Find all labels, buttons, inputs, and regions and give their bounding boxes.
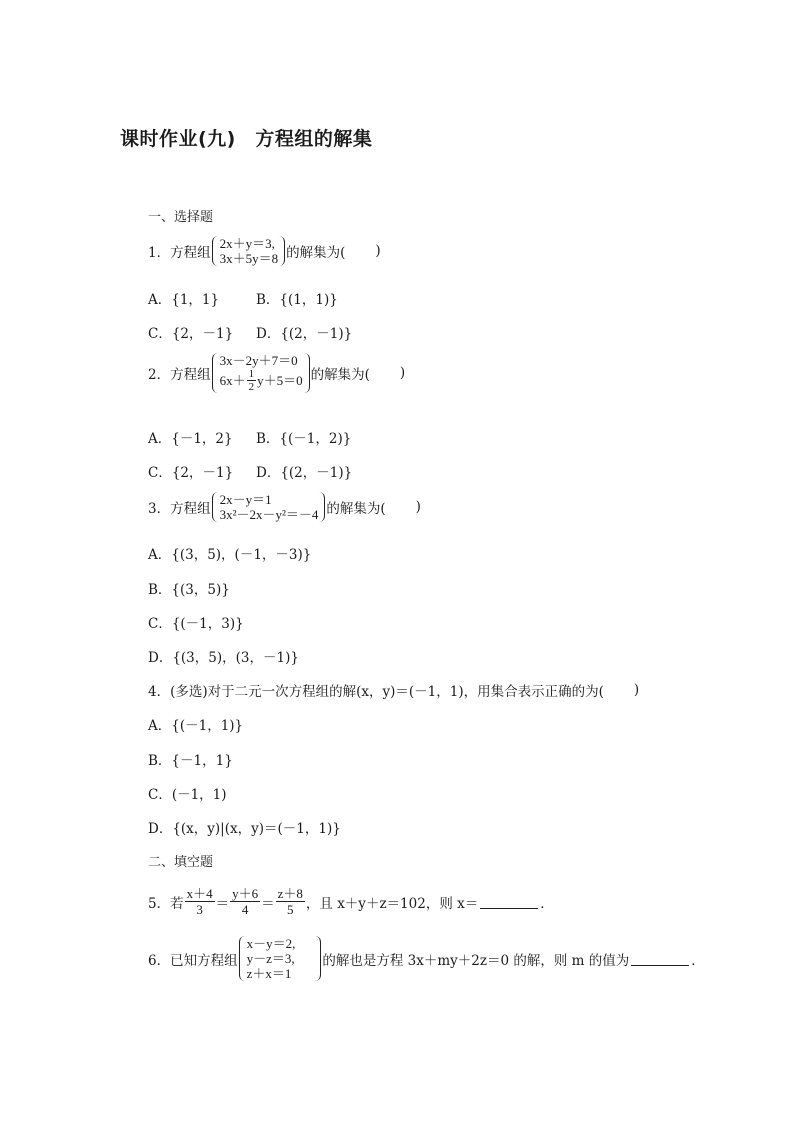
period: ． <box>540 895 554 912</box>
left-brace <box>239 936 246 981</box>
equation: 2x－y＝1 <box>219 492 272 507</box>
denominator: 2 <box>248 381 255 393</box>
numerator: y＋6 <box>232 886 259 901</box>
option-a[interactable]: A．{1，1} <box>148 292 220 308</box>
answer-paren-close: ) <box>399 365 406 381</box>
option-d[interactable]: D．{(2，－1)} <box>256 326 353 342</box>
numerator: z＋8 <box>277 886 303 901</box>
option-b[interactable]: B．{(－1，2)} <box>256 431 352 447</box>
option-b[interactable]: B．{－1，1} <box>148 753 233 769</box>
question-5 <box>148 886 554 917</box>
question-text: 6．已知方程组 <box>148 952 238 969</box>
left-brace <box>212 353 219 393</box>
equation: z＋x＝1 <box>246 966 292 981</box>
option-b[interactable]: B．{(1，1)} <box>256 292 338 308</box>
right-bracket <box>319 492 325 522</box>
option-c[interactable]: C．{(－1，3)} <box>148 616 244 632</box>
question-text: 的解也是方程 3x＋my＋2z＝0 的解，则 m 的值为 <box>322 952 630 969</box>
question-2 <box>148 353 405 393</box>
equation <box>220 368 303 393</box>
answer-paren-close: ) <box>375 243 381 259</box>
options-row <box>148 288 338 308</box>
question-6 <box>148 936 705 981</box>
question-text: 方程组 <box>170 501 211 517</box>
equation: 2x＋y＝3, <box>219 236 275 251</box>
equation-system <box>239 936 322 981</box>
option-a[interactable]: A．{(3，5)，(－1，－3)} <box>148 547 312 563</box>
option-c[interactable]: C．{2，－1} <box>148 465 234 481</box>
section-heading-choice: 一、选择题 <box>148 210 214 225</box>
numerator: x＋4 <box>186 886 213 901</box>
question-1 <box>148 236 381 266</box>
right-bracket <box>304 353 310 393</box>
denominator: 4 <box>241 902 249 917</box>
equation: 3x－2y＋7＝0 <box>219 353 298 368</box>
equation: 3x＋5y＝8 <box>219 251 279 266</box>
options-row <box>148 427 351 447</box>
option-d[interactable]: D．{(2，－1)} <box>256 465 353 481</box>
question-4 <box>148 680 639 700</box>
question-text: 方程组 <box>170 367 211 383</box>
left-brace <box>212 492 219 522</box>
equation-part: 6x＋ <box>219 373 246 388</box>
answer-paren-close: ) <box>633 682 640 698</box>
question-text: 方程组 <box>170 245 211 261</box>
option-c[interactable]: C．(－1，1) <box>148 787 227 803</box>
answer-blank[interactable] <box>480 894 538 909</box>
option-d[interactable]: D．{(x，y)|(x，y)＝(－1，1)} <box>148 821 341 837</box>
left-brace <box>212 236 219 266</box>
equation-part: y＋5＝0 <box>257 373 303 388</box>
right-bracket <box>279 236 285 266</box>
options-row <box>148 322 352 342</box>
right-bracket <box>315 936 321 981</box>
question-number: 3． <box>148 501 171 517</box>
section-heading-fill: 二、填空题 <box>148 855 214 870</box>
question-number: 1． <box>148 245 171 261</box>
fraction <box>247 368 257 393</box>
options-row <box>148 461 352 481</box>
question-text: 的解集为( <box>286 245 346 261</box>
equation: y－z＝3, <box>246 951 295 966</box>
period: ． <box>691 952 705 969</box>
option-a[interactable]: A．{(－1，1)} <box>148 718 244 734</box>
question-text: 的解集为( <box>326 501 386 517</box>
denominator: 5 <box>287 902 294 917</box>
equals-sign: ＝ <box>215 895 230 912</box>
denominator: 3 <box>196 902 203 917</box>
equation-system <box>212 353 310 393</box>
question-3 <box>148 492 421 522</box>
answer-paren-close: ) <box>415 499 421 515</box>
question-text: 的解集为( <box>310 367 370 383</box>
numerator: 1 <box>248 368 255 380</box>
question-text: 4．(多选)对于二元一次方程组的解(x，y)＝(－1，1)，用集合表示正确的为( <box>148 684 604 700</box>
option-d[interactable]: D．{(3，5)，(3，－1)} <box>148 650 299 666</box>
option-a[interactable]: A．{－1，2} <box>148 431 233 447</box>
answer-blank[interactable] <box>631 951 689 966</box>
fraction <box>230 886 260 917</box>
equation: 3x²－2x－y²＝－4 <box>219 507 319 522</box>
fraction <box>276 886 305 917</box>
question-text: ，且 x＋y＋z＝102，则 x＝ <box>305 895 479 912</box>
equation-system <box>212 236 286 266</box>
question-number: 5．若 <box>148 895 184 912</box>
option-c[interactable]: C．{2，－1} <box>148 326 234 342</box>
page-title: 课时作业(九) 方程组的解集 <box>120 128 373 150</box>
equation-system <box>212 492 326 522</box>
fraction <box>185 886 215 917</box>
equation: x－y＝2, <box>246 936 296 951</box>
question-number: 2． <box>148 367 171 383</box>
option-b[interactable]: B．{(3，5)} <box>148 582 230 598</box>
equals-sign: ＝ <box>261 895 275 912</box>
